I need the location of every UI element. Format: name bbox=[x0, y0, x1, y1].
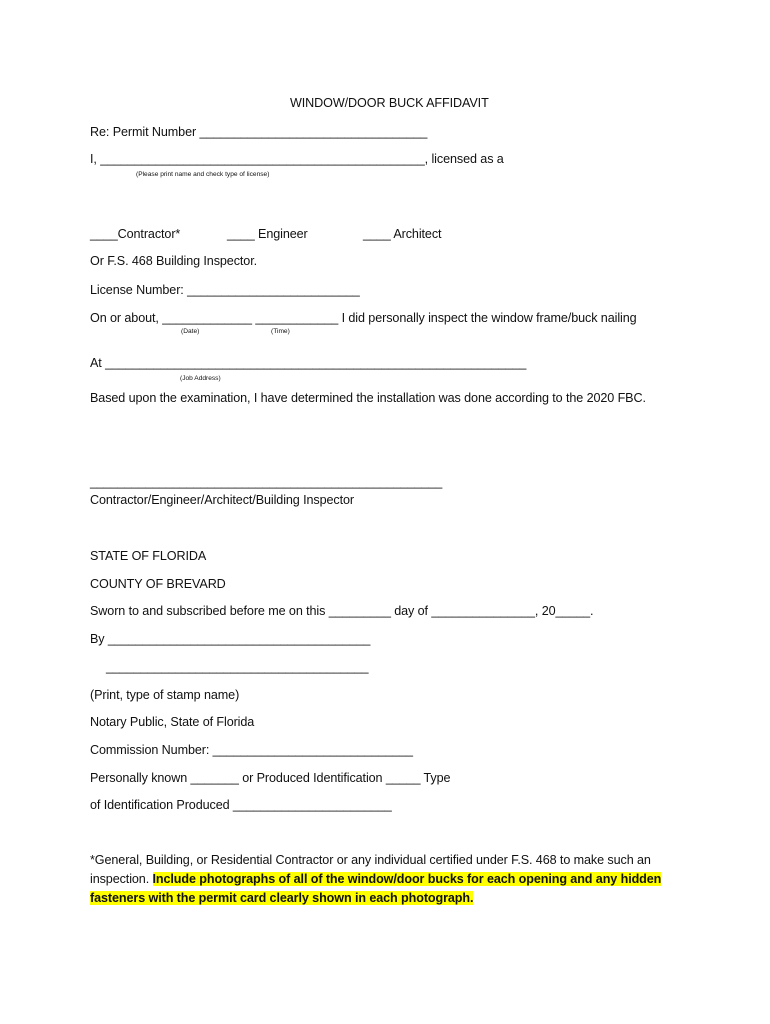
time-hint: (Time) bbox=[271, 328, 290, 335]
inspection-date-time-field[interactable]: On or about, _____________ ____________ I did personally inspect the window frame/buck nailing bbox=[90, 311, 637, 325]
contractor-checkbox-line[interactable]: ____Contractor* bbox=[90, 227, 181, 241]
footnote-line-1: *General, Building, or Residential Contractor or any individual certified under F.S. 468 to make such an bbox=[90, 853, 651, 867]
engineer-checkbox-line[interactable]: ____ Engineer bbox=[227, 227, 308, 241]
footnote-line-3 bbox=[90, 890, 473, 906]
licensee-name-field[interactable]: I, _______________________________________________, licensed as a bbox=[90, 152, 504, 166]
county-line: COUNTY OF BREVARD bbox=[90, 577, 226, 591]
signature-caption: Contractor/Engineer/Architect/Building Inspector bbox=[90, 493, 355, 507]
commission-number-field[interactable]: Commission Number: _____________________________ bbox=[90, 743, 413, 757]
name-hint: (Please print name and check type of license) bbox=[136, 171, 270, 178]
document-title: WINDOW/DOOR BUCK AFFIDAVIT bbox=[290, 96, 489, 110]
print-stamp-label: (Print, type of stamp name) bbox=[90, 688, 240, 702]
permit-number-field[interactable]: Re: Permit Number _________________________________ bbox=[90, 125, 428, 139]
notary-by-field[interactable]: By ______________________________________ bbox=[90, 632, 371, 646]
notary-by-field-2[interactable]: ______________________________________ bbox=[106, 660, 369, 674]
signature-line[interactable]: ___________________________________________________ bbox=[90, 475, 443, 489]
inspector-line: Or F.S. 468 Building Inspector. bbox=[90, 254, 258, 268]
address-hint: (Job Address) bbox=[180, 375, 221, 382]
footnote-plain-text: inspection. bbox=[90, 872, 153, 886]
footnote-highlight-2: fasteners with the permit card clearly shown in each photograph. bbox=[90, 891, 474, 905]
footnote-line-2 bbox=[90, 871, 661, 887]
identification-status-field[interactable]: Personally known _______ or Produced Identification _____ Type bbox=[90, 771, 451, 785]
identification-type-field[interactable]: of Identification Produced _______________________ bbox=[90, 798, 392, 812]
architect-checkbox-line[interactable]: ____ Architect bbox=[363, 227, 442, 241]
date-hint: (Date) bbox=[181, 328, 200, 335]
license-number-field[interactable]: License Number: _________________________ bbox=[90, 283, 360, 297]
job-address-field[interactable]: At _____________________________________________________________ bbox=[90, 356, 527, 370]
notary-public-label: Notary Public, State of Florida bbox=[90, 715, 255, 729]
state-line: STATE OF FLORIDA bbox=[90, 549, 207, 563]
footnote-highlight-1: Include photographs of all of the window/door bucks for each opening and any hidden bbox=[152, 872, 662, 886]
sworn-date-field[interactable]: Sworn to and subscribed before me on this _________ day of _______________, 20_____. bbox=[90, 604, 594, 618]
determination-statement: Based upon the examination, I have determined the installation was done according to the 2020 FBC. bbox=[90, 391, 646, 405]
